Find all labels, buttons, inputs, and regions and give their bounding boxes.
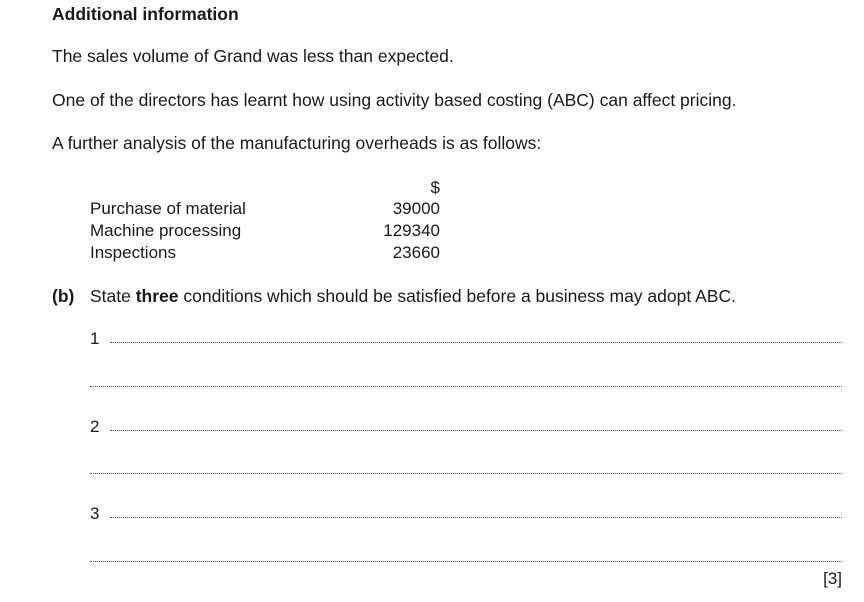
answer-number: 3 [90, 504, 100, 523]
currency-header: $ [430, 178, 440, 197]
answer-line[interactable] [110, 517, 842, 518]
overhead-value: 23660 [392, 243, 440, 262]
overhead-label: Purchase of material [90, 199, 246, 218]
question-label: (b) [52, 286, 75, 306]
answer-line[interactable] [90, 386, 842, 387]
paragraph-abc: One of the directors has learnt how using activity based costing (ABC) can affect pricing. [52, 90, 737, 110]
answer-line[interactable] [90, 561, 842, 562]
section-heading: Additional information [52, 4, 239, 24]
question-text-end: conditions which should be satisfied before a business may adopt ABC. [178, 286, 736, 306]
overhead-label: Inspections [90, 243, 176, 262]
overhead-value: 39000 [392, 199, 440, 218]
paragraph-analysis: A further analysis of the manufacturing overheads is as follows: [52, 133, 542, 153]
overhead-label: Machine processing [90, 221, 242, 240]
question-text-start: State [90, 286, 136, 306]
paragraph-sales-volume: The sales volume of Grand was less than expected. [52, 46, 454, 66]
question-text [90, 286, 736, 307]
overhead-value: 129340 [383, 221, 440, 240]
answer-line[interactable] [110, 342, 842, 343]
marks-indicator: [3] [823, 569, 842, 588]
question-text-emphasis: three [135, 286, 179, 306]
answer-line[interactable] [110, 430, 842, 431]
answer-number: 1 [90, 329, 100, 348]
answer-number: 2 [90, 417, 100, 436]
answer-line[interactable] [90, 473, 842, 474]
